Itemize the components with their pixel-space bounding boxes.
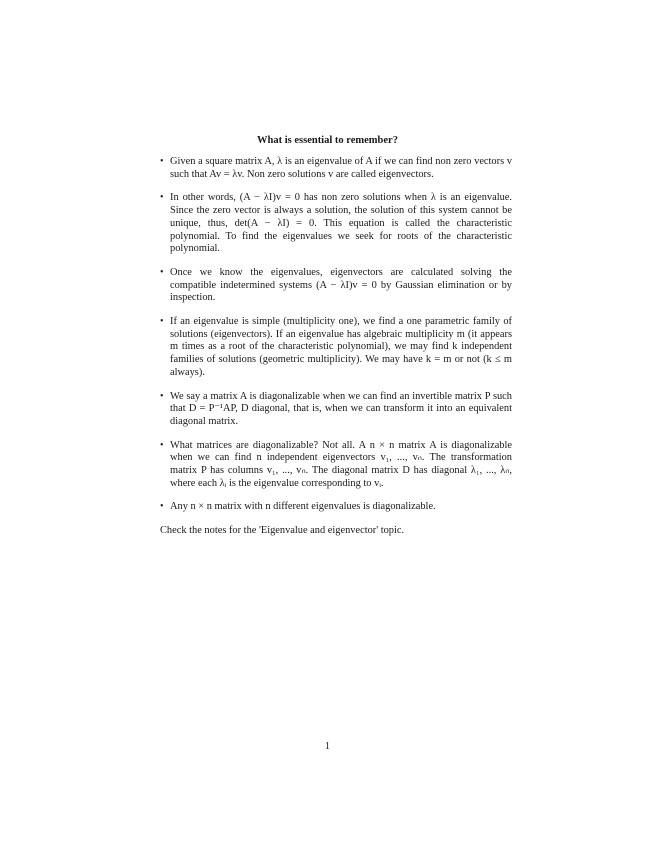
bullet-item-diagonalizable-criteria: • What matrices are diagonalizable? Not all. A n × n matrix A is diagonalizable when we can find n independent eigenvectors v₁, ..., vₙ. The transformation matrix P has columns v₁, ..., vₙ. The diagonal matrix D has diagonal λ₁, ..., λₙ, where each λᵢ is the eigenvalue corresponding to vᵢ. [160,440,512,491]
page-number: 1 [324,741,331,752]
closing-note: Check the notes for the 'Eigenvalue and eigenvector' topic. [160,525,405,537]
bullet-item-eigenvector-calculation: • Once we know the eigenvalues, eigenvectors are calculated solving the compatible indetermined systems (A − λI)v = 0 by Gaussian elimination or by inspection. [160,267,512,305]
bullet-list [160,156,512,514]
bullet-item-multiplicity: • If an eigenvalue is simple (multiplicity one), we find a one parametric family of solutions (eigenvectors). If an eigenvalue has algebraic multiplicity m (it appears m times as a root of the characteristic polynomial), we may find k independent families of solutions (geometric multiplicity). We may have k = m or not (k ≤ m always). [160,316,512,380]
bullet-item-eigenvalue-definition: • Given a square matrix A, λ is an eigenvalue of A if we can find non zero vectors v such that Av = λv. Non zero solutions v are called eigenvectors. [160,156,512,181]
bullet-item-characteristic-polynomial: • In other words, (A − λI)v = 0 has non zero solutions when λ is an eigenvalue. Since the zero vector is always a solution, the solution of this system cannot be unique, thus, det(A − λI) = 0. This equation is called the characteristic polynomial. To find the eigenvalues we seek for roots of the characteristic polynomial. [160,192,512,256]
document-body [160,156,512,538]
page-title: What is essential to remember? [257,135,398,146]
bullet-item-diagonalizable-definition: • We say a matrix A is diagonalizable when we can find an invertible matrix P such that D = P⁻¹AP, D diagonal, that is, when we can transform it into an equivalent diagonal matrix. [160,391,512,429]
bullet-item-distinct-eigenvalues: • Any n × n matrix with n different eigenvalues is diagonalizable. [160,501,512,514]
